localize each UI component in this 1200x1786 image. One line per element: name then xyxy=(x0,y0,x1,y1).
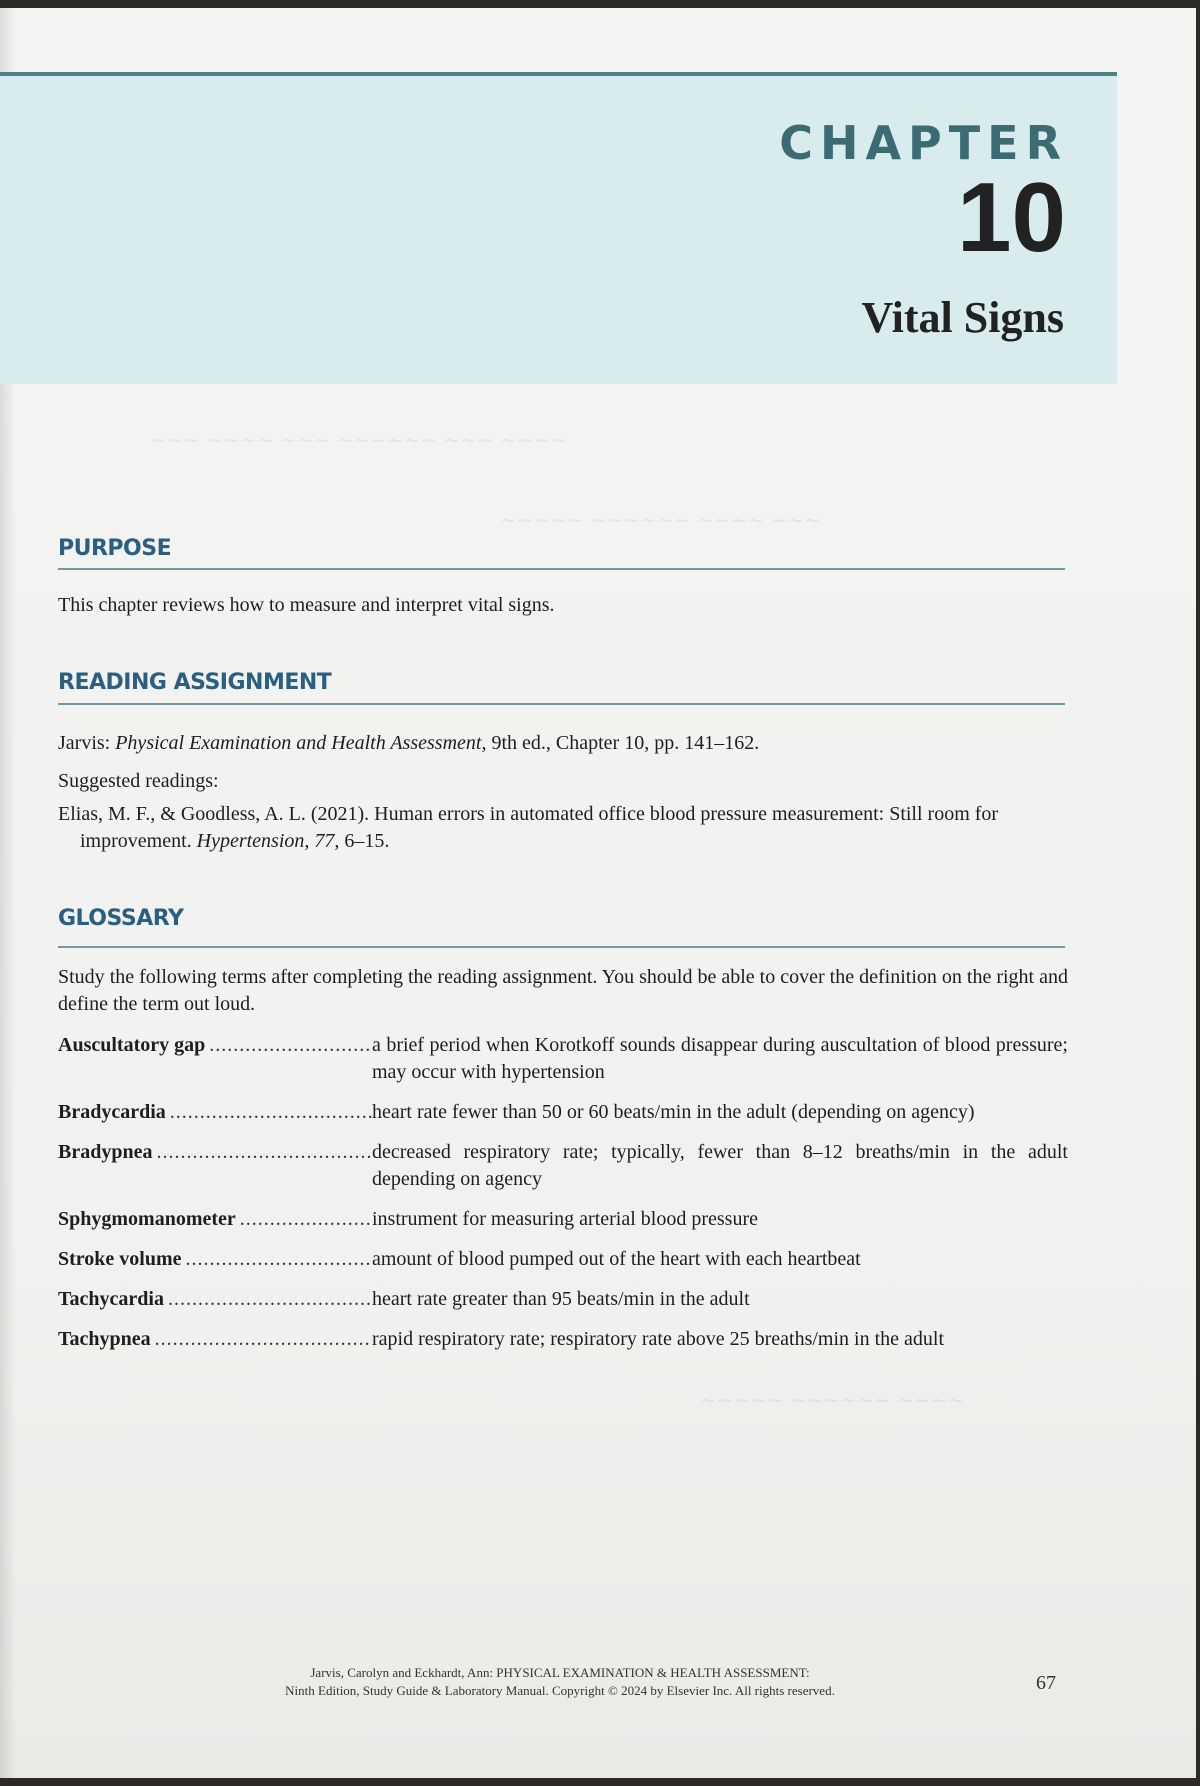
glossary-entry xyxy=(58,1032,1068,1086)
glossary-heading: GLOSSARY xyxy=(58,906,184,931)
suggested-readings-label: Suggested readings: xyxy=(58,770,219,792)
reading-main-title: Physical Examination and Health Assessment, xyxy=(115,732,487,754)
copyright-footer xyxy=(200,1664,920,1700)
glossary-list xyxy=(58,1032,1068,1353)
glossary-entry xyxy=(58,1326,1068,1353)
leader-dots xyxy=(186,1246,372,1273)
glossary-term: Stroke volume xyxy=(58,1248,182,1270)
glossary-term: Auscultatory gap xyxy=(58,1034,206,1056)
glossary-definition: decreased respiratory rate; typically, fewer than 8–12 breaths/min in the adult depending on agency xyxy=(372,1141,1068,1190)
suggested-reference xyxy=(58,801,1090,855)
page-number: 67 xyxy=(1036,1672,1056,1694)
glossary-entry xyxy=(58,1099,1068,1126)
glossary-term: Sphygmomanometer xyxy=(58,1208,236,1230)
leader-dots xyxy=(155,1326,372,1353)
bleed-through: ~~~~~ ~~~~~~ ~~~~ ~~~ xyxy=(500,508,821,532)
leader-dots xyxy=(209,1032,372,1059)
purpose-rule xyxy=(58,568,1065,570)
chapter-label: CHAPTER xyxy=(779,116,1068,170)
glossary-definition: amount of blood pumped out of the heart with each heartbeat xyxy=(372,1248,861,1270)
leader-dots xyxy=(168,1286,372,1313)
bleed-through: ~~~~~ ~~~~~~ ~~~~ xyxy=(700,1388,965,1412)
glossary-definition: a brief period when Korotkoff sounds disappear during auscultation of blood pressure; may occur with hypertension xyxy=(372,1034,1068,1083)
glossary-rule xyxy=(58,946,1065,948)
glossary-entry xyxy=(58,1139,1068,1193)
glossary-definition: instrument for measuring arterial blood pressure xyxy=(372,1208,758,1230)
glossary-term: Tachycardia xyxy=(58,1288,164,1310)
glossary-term: Bradycardia xyxy=(58,1101,166,1123)
reference-citation: Elias, M. F., & Goodless, A. L. (2021). Human errors in automated office blood pressure measurement: Still room for improvement. xyxy=(58,803,999,852)
glossary-entry xyxy=(58,1246,1068,1273)
bleed-through: ~~~ ~~~~ ~~~ ~~~~~~ ~~~ ~~~~ xyxy=(150,428,568,452)
purpose-text: This chapter reviews how to measure and interpret vital signs. xyxy=(58,594,555,616)
leader-dots xyxy=(170,1099,372,1126)
reference-journal: Hypertension, 77, xyxy=(196,830,340,852)
reading-assignment-heading: READING ASSIGNMENT xyxy=(58,670,332,695)
glossary-intro: Study the following terms after completing the reading assignment. You should be able to cover the definition on the right and define the term out loud. xyxy=(58,966,1068,1015)
footer-line-1: Jarvis, Carolyn and Eckhardt, Ann: PHYSICAL EXAMINATION & HEALTH ASSESSMENT: xyxy=(310,1665,810,1680)
footer-line-2: Ninth Edition, Study Guide & Laboratory Manual. Copyright © 2024 by Elsevier Inc. All rights reserved. xyxy=(285,1683,835,1698)
glossary-term: Tachypnea xyxy=(58,1328,151,1350)
glossary-entry xyxy=(58,1286,1068,1313)
reference-pages: 6–15. xyxy=(339,830,390,852)
leader-dots xyxy=(156,1139,372,1166)
glossary-term: Bradypnea xyxy=(58,1141,153,1163)
reading-assignment-rule xyxy=(58,703,1065,705)
chapter-number: 10 xyxy=(956,162,1066,272)
leader-dots xyxy=(240,1206,372,1233)
glossary-definition: rapid respiratory rate; respiratory rate above 25 breaths/min in the adult xyxy=(372,1328,945,1350)
purpose-heading: PURPOSE xyxy=(58,536,172,561)
glossary-definition: heart rate fewer than 50 or 60 beats/min in the adult (depending on agency) xyxy=(372,1101,975,1123)
glossary-entry xyxy=(58,1206,1068,1233)
glossary-definition: heart rate greater than 95 beats/min in the adult xyxy=(372,1288,750,1310)
document-page xyxy=(0,8,1196,1778)
chapter-title: Vital Signs xyxy=(861,293,1064,342)
reading-main xyxy=(58,730,1068,757)
reading-main-prefix: Jarvis: xyxy=(58,732,116,754)
reading-main-suffix: 9th ed., Chapter 10, pp. 141–162. xyxy=(486,732,760,754)
